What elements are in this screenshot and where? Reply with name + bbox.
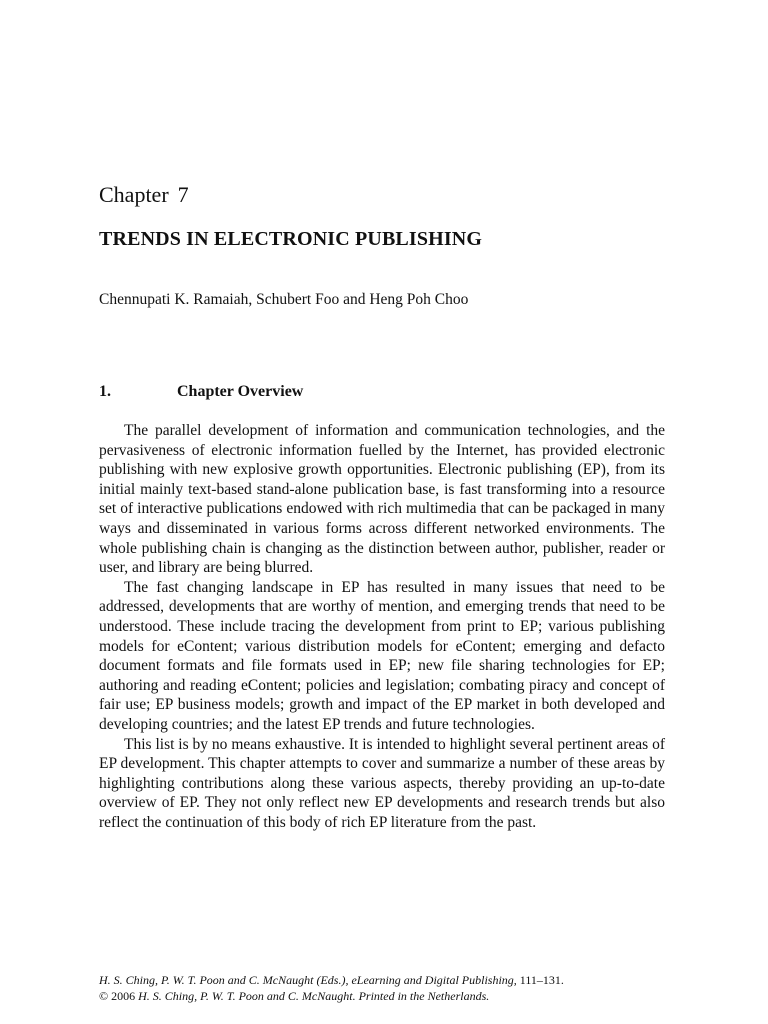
section-title: Chapter Overview [177,383,304,400]
footer-copyright-year: © 2006 [99,988,139,1003]
chapter-number: 7 [177,182,189,207]
chapter-authors: Chennupati K. Ramaiah, Schubert Foo and Heng Poh Choo [99,291,469,308]
footer-copyright-line [99,989,699,1005]
body-text [99,421,665,832]
footer-citation: H. S. Ching, P. W. T. Poon and C. McNaught (Eds.), eLearning and Digital Publishing, [99,973,517,987]
chapter-title: TRENDS IN ELECTRONIC PUBLISHING [99,228,483,250]
chapter-label [99,182,189,208]
section-number: 1. [99,383,111,400]
footer-citation-line [99,973,699,989]
paragraph: The parallel development of information and communication technologies, and the pervasiveness of electronic information fuelled by the Internet, has provided electronic publishing with new explosive growth opportunities. Electronic publishing (EP), from its initial mainly text-based stand-alone publication base, is fast transforming into a resource set of interactive publications endowed with rich multimedia that can be packaged in many ways and disseminated in various forms across different networked environments. The whole publishing chain is changing as the distinction between author, publisher, reader or user, and library are being blurred. [99,422,665,577]
paragraph: This list is by no means exhaustive. It is intended to highlight several pertinent areas of EP development. This chapter attempts to cover and summarize a number of these areas by highlighting contributions along these various aspects, thereby providing an up-to-date overview of EP. They not only reflect new EP developments and research trends but also reflect the continuation of this body of rich EP literature from the past. [99,735,665,831]
footer-copyright: H. S. Ching, P. W. T. Poon and C. McNaught. Printed in the Netherlands. [138,988,490,1003]
footer-pages: 111–131. [516,973,564,987]
page-footer [99,973,699,1004]
section-heading [99,382,303,402]
chapter-word: Chapter [99,182,169,207]
paragraph: The fast changing landscape in EP has resulted in many issues that need to be addressed, developments that are worthy of mention, and emerging trends that need to be understood. These include tracing the development from print to EP; various publishing models for eContent; various distribution models for eContent; emerging and defacto document formats and file formats used in EP; new file sharing technologies for EP; authoring and reading eContent; policies and legislation; combating piracy and concept of fair use; EP business models; growth and impact of the EP market in both developed and developing countries; and the latest EP trends and future technologies. [99,578,665,733]
